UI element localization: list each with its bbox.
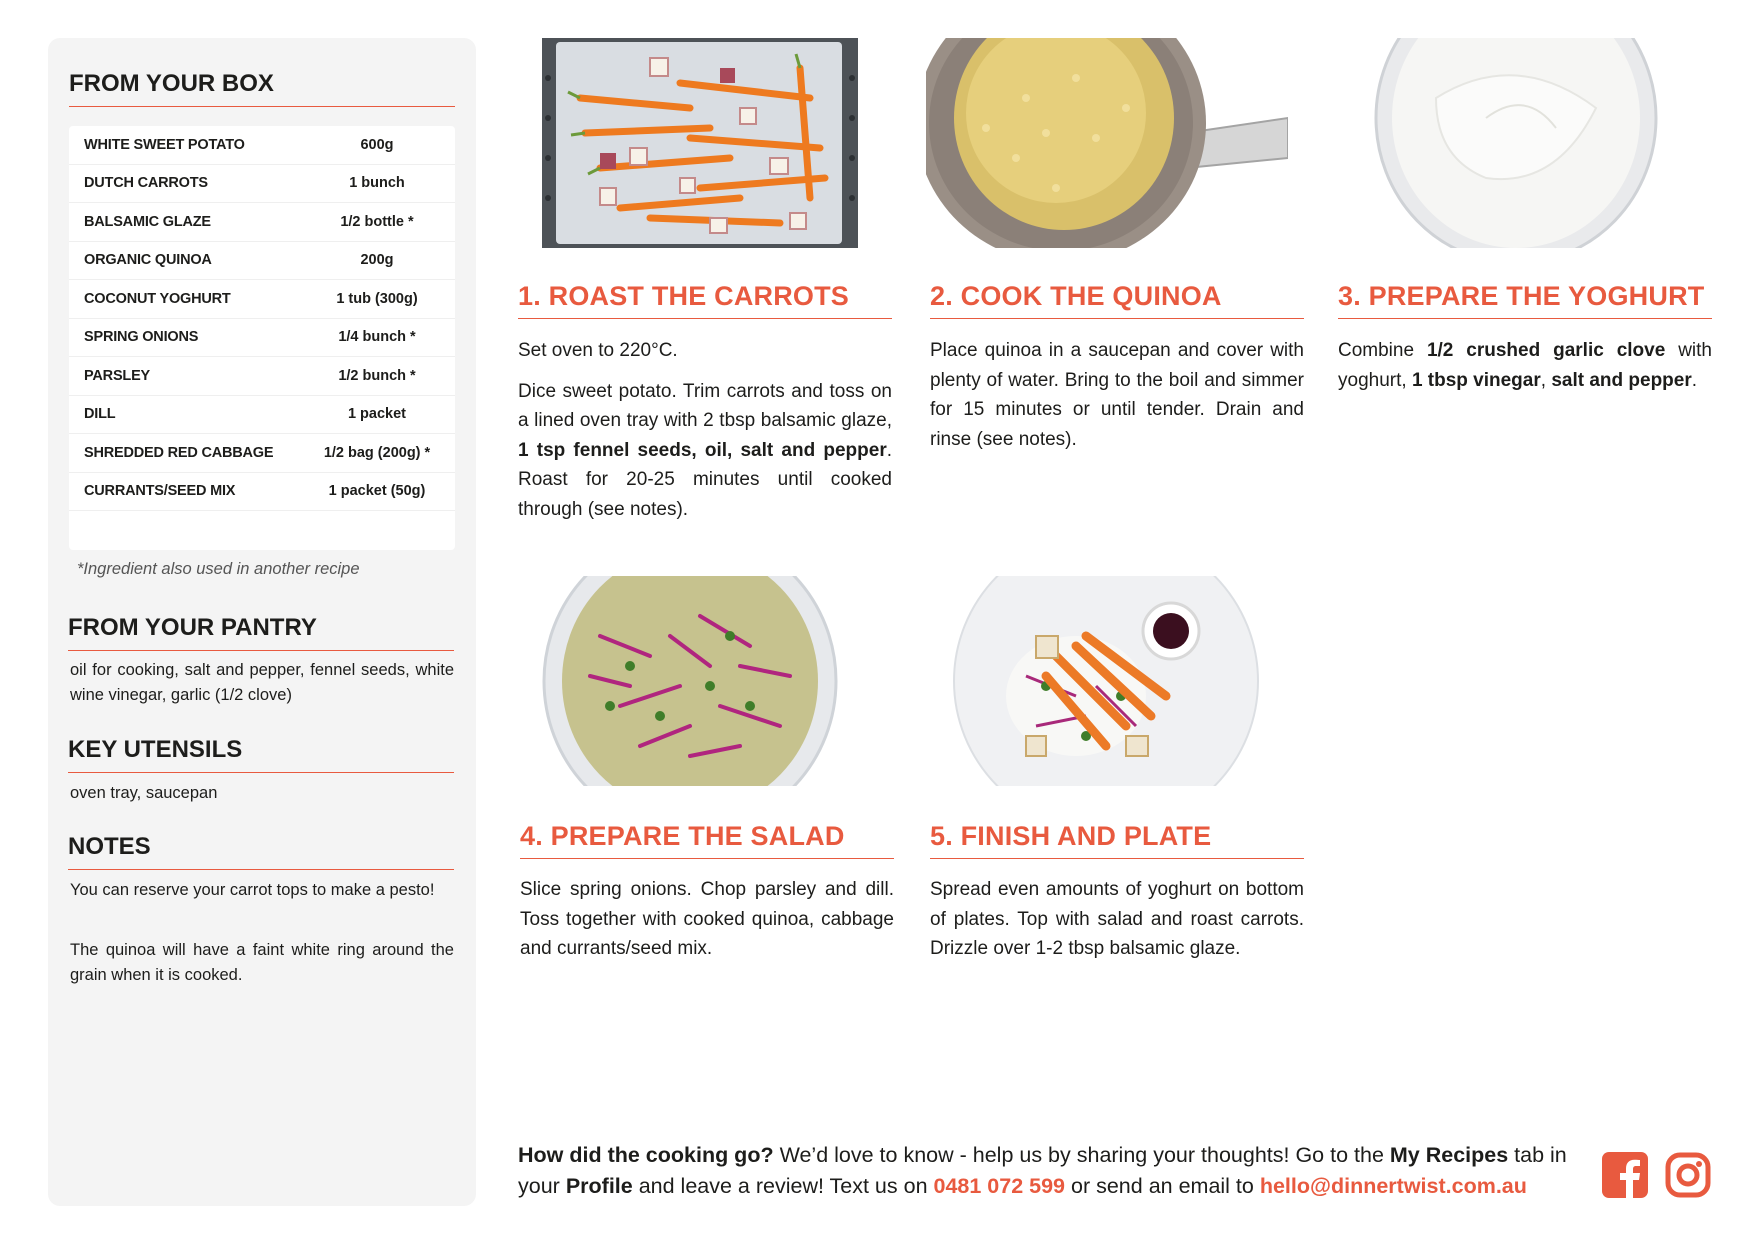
step-text-run: Spread even amounts of yoghurt on bottom of plates. Top with salad and roast carrots. Drizzle over 1-2 tbsp balsamic glaze. — [930, 879, 1304, 959]
ingredient-name: DUTCH CARROTS — [84, 175, 208, 192]
table-row — [69, 473, 455, 512]
step-2-title: 2. COOK THE QUINOA — [930, 280, 1304, 319]
ingredient-qty: 1 packet (50g) — [328, 483, 426, 500]
step-5-title: 5. FINISH AND PLATE — [930, 820, 1304, 859]
email-link[interactable]: hello@dinnertwist.com.au — [1259, 1174, 1527, 1198]
step-text-run: , — [1540, 369, 1552, 391]
ingredients-table — [69, 126, 455, 550]
note-2: The quinoa will have a faint white ring around the grain when it is cooked. — [70, 941, 454, 984]
step-paragraph — [520, 875, 894, 964]
roast-carrots-photo — [540, 38, 860, 248]
footer-text-3: and leave a review! Text us on — [632, 1174, 934, 1198]
from-your-box-heading: FROM YOUR BOX — [69, 70, 455, 107]
ingredient-name: WHITE SWEET POTATO — [84, 136, 245, 153]
step-text-run: Place quinoa in a saucepan and cover with plenty of water. Bring to the boil and simmer for 15 minutes or until tender. Drain and rinse (see notes). — [930, 340, 1304, 450]
ingredient-name: CURRANTS/SEED MIX — [84, 483, 236, 500]
quinoa-strainer-photo — [926, 38, 1288, 248]
step-paragraph — [1338, 336, 1712, 395]
table-row — [69, 165, 455, 204]
step-paragraph — [518, 336, 892, 366]
ingredient-footnote: *Ingredient also used in another recipe — [77, 560, 360, 578]
ingredient-name: BALSAMIC GLAZE — [84, 213, 211, 230]
step-paragraph — [518, 377, 892, 525]
table-row — [69, 357, 455, 396]
step-text-run: Dice sweet potato. Trim carrots and toss on a lined oven tray with 2 tbsp balsamic glaze, — [518, 380, 892, 431]
step-1-title: 1. ROAST THE CARROTS — [518, 280, 892, 319]
bold-ingredient-text: 1 tbsp vinegar — [1411, 369, 1541, 391]
ingredient-name: SPRING ONIONS — [84, 329, 199, 346]
ingredient-qty: 1 packet — [347, 406, 407, 423]
ingredient-qty: 1/2 bottle * — [340, 213, 414, 230]
step-text-run: . Roast for 20-25 minutes until cooked through (see notes). — [518, 439, 892, 520]
table-row — [69, 242, 455, 281]
step-1-text — [518, 336, 892, 535]
footer-text-1: We’d love to know - help us by sharing your thoughts! Go to the — [773, 1143, 1390, 1167]
ingredient-qty: 1/4 bunch * — [338, 329, 416, 346]
table-row — [69, 434, 455, 473]
step-text-run: . — [1691, 369, 1698, 391]
yoghurt-bowl-photo — [1336, 38, 1698, 248]
notes-heading: NOTES — [68, 833, 454, 870]
salad-bowl-photo — [540, 576, 880, 786]
step-text-run: Slice spring onions. Chop parsley and dill. Toss together with cooked quinoa, cabbage and currants/seed mix. — [520, 879, 894, 959]
step-paragraph — [930, 875, 1304, 964]
instagram-icon[interactable] — [1665, 1152, 1711, 1198]
step-text-run: with yoghurt, — [1338, 340, 1712, 391]
ingredient-qty: 1 tub (300g) — [336, 290, 418, 307]
ingredient-name: PARSLEY — [84, 367, 151, 384]
ingredient-name: SHREDDED RED CABBAGE — [84, 444, 274, 461]
step-4-text — [520, 875, 894, 975]
note-1: You can reserve your carrot tops to make a pesto! — [70, 881, 435, 899]
phone-link[interactable]: 0481 072 599 — [933, 1174, 1066, 1198]
table-row — [69, 396, 455, 435]
table-row — [69, 203, 455, 242]
step-2-text — [930, 336, 1304, 465]
footer-question: How did the cooking go? — [518, 1143, 774, 1167]
step-3-text — [1338, 336, 1712, 406]
step-3-title: 3. PREPARE THE YOGHURT — [1338, 280, 1712, 319]
feedback-footer — [518, 1140, 1578, 1202]
from-your-pantry-heading: FROM YOUR PANTRY — [68, 614, 454, 651]
ingredient-name: ORGANIC QUINOA — [84, 252, 212, 269]
plated-dish-photo — [926, 576, 1288, 786]
bold-ingredient-text: 1/2 crushed garlic clove — [1426, 340, 1666, 361]
ingredient-name: COCONUT YOGHURT — [84, 290, 231, 307]
utensils-text: oven tray, saucepan — [70, 784, 218, 802]
table-row — [69, 319, 455, 358]
footer-text-2: tab in your — [518, 1143, 1567, 1198]
ingredient-qty: 600g — [360, 136, 394, 153]
table-row — [69, 280, 455, 319]
bold-ingredient-text: 1 tsp fennel seeds, oil, salt and pepper — [518, 439, 887, 461]
step-4-title: 4. PREPARE THE SALAD — [520, 820, 894, 859]
ingredient-qty: 1 bunch — [349, 175, 405, 192]
step-text-run: Set oven to 220°C. — [518, 340, 678, 361]
step-5-text — [930, 875, 1304, 975]
my-recipes-label: My Recipes — [1389, 1143, 1509, 1167]
sidebar — [48, 38, 476, 1206]
ingredient-name: DILL — [84, 406, 116, 423]
bold-ingredient-text: salt and pepper — [1551, 369, 1692, 391]
profile-label: Profile — [565, 1174, 633, 1198]
table-row — [69, 126, 455, 165]
ingredient-qty: 200g — [360, 252, 394, 269]
facebook-icon[interactable] — [1602, 1152, 1648, 1198]
step-paragraph — [930, 336, 1304, 454]
step-text-run: Combine — [1338, 340, 1427, 361]
footer-text-4: or send an email to — [1065, 1174, 1260, 1198]
key-utensils-heading: KEY UTENSILS — [68, 736, 454, 773]
pantry-text: oil for cooking, salt and pepper, fennel seeds, white wine vinegar, garlic (1/2 clove) — [70, 661, 454, 704]
ingredient-qty: 1/2 bunch * — [338, 367, 416, 384]
ingredient-qty: 1/2 bag (200g) * — [323, 444, 431, 461]
